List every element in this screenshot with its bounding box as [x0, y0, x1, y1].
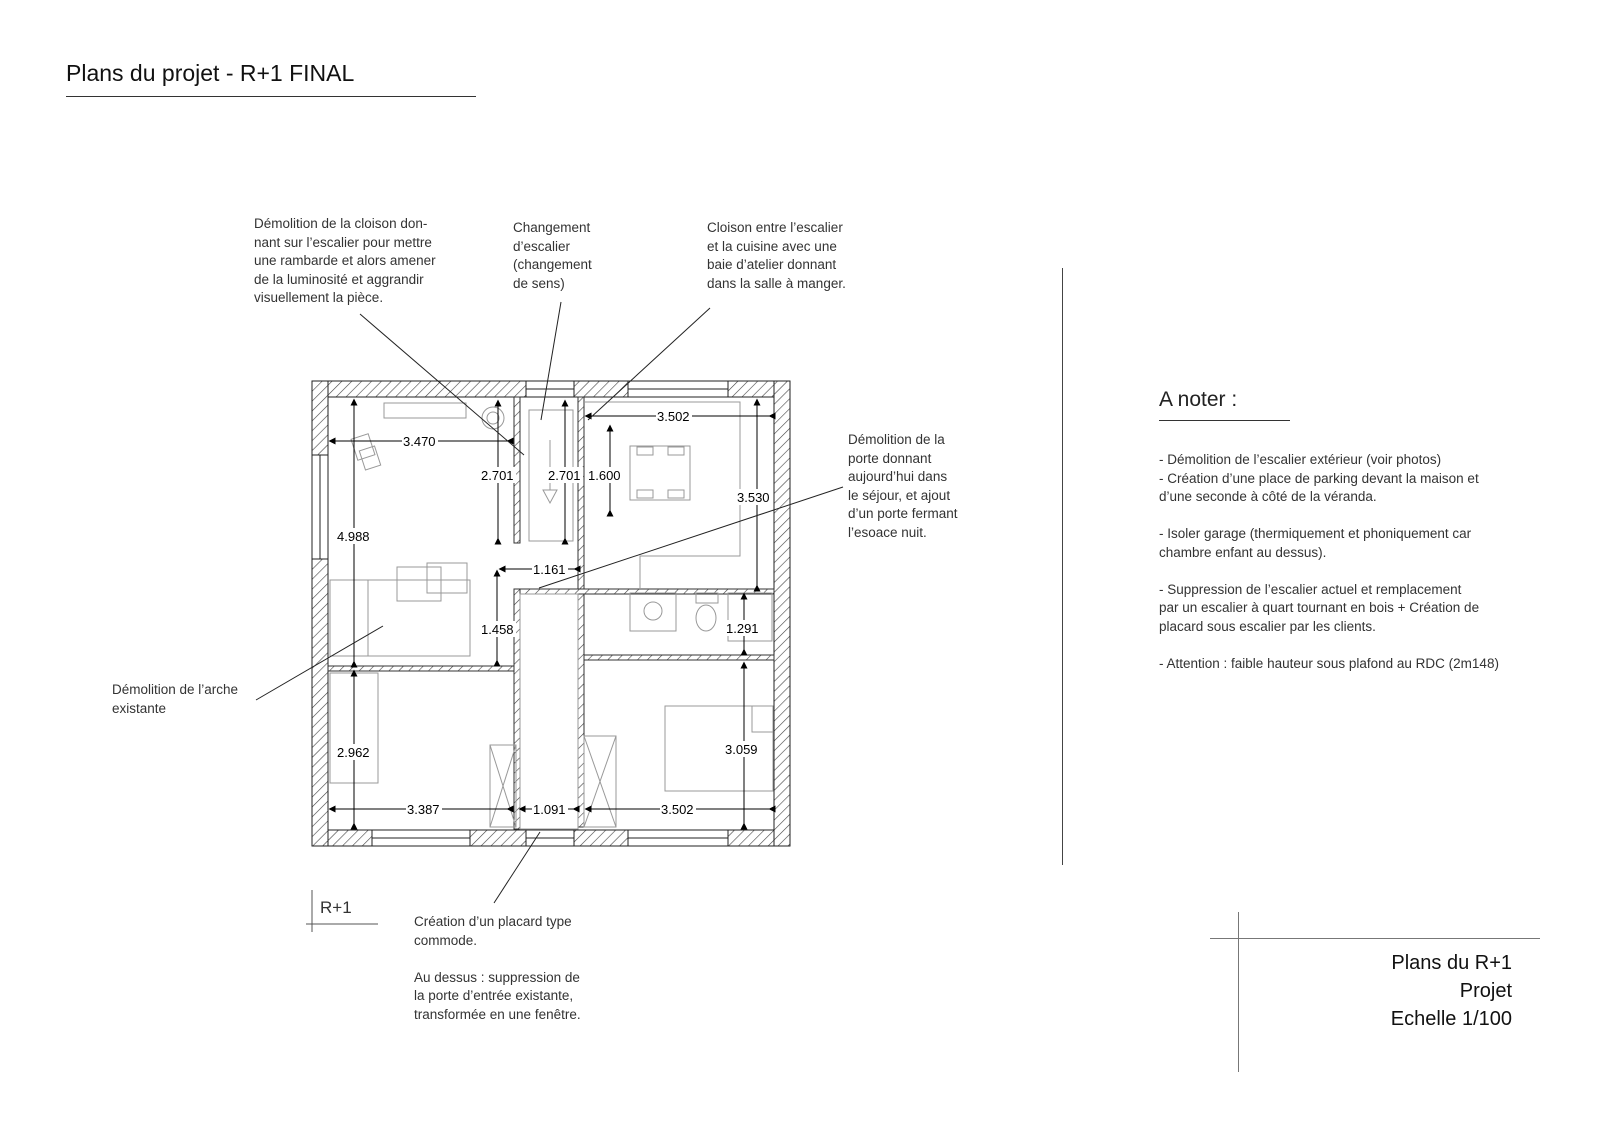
divider-vertical: [1062, 268, 1063, 865]
floor-label: R+1: [320, 898, 352, 917]
dim-3059: 3.059: [725, 742, 758, 757]
annotation-cuisine: Cloison entre l’escalier et la cuisine avec une baie d’atelier donnant dans la salle à manger.: [707, 220, 846, 291]
page-title: Plans du projet - R+1 FINAL: [66, 60, 355, 86]
dim-2701-b: 2.701: [548, 468, 581, 483]
dim-3387: 3.387: [407, 802, 440, 817]
annotation-cloison: Démolition de la cloison don- nant sur l’escalier pour mettre une rambarde et alors amener de la luminosité et aggrandir visuellement la pièce.: [254, 216, 436, 305]
dim-1291: 1.291: [726, 621, 759, 636]
notes-underline: [1159, 420, 1290, 421]
dim-1600: 1.600: [588, 468, 621, 483]
dim-3530: 3.530: [737, 490, 770, 505]
dim-3502-bottom: 3.502: [661, 802, 694, 817]
dim-4988: 4.988: [337, 529, 370, 544]
notes-body: - Démolition de l’escalier extérieur (voir photos) - Création d’une place de parking devant la maison et d’une seconde à côté de la véranda. - Isoler garage (thermiquement et phoniquement car chambre enfant au dessus). - Suppression de l’escalier actuel et remplacement par un escalier à quart tournant en bois + Création de placard sous escalier par les clients. - Attention : faible hauteur sous plafond au RDC (2m148): [1159, 452, 1499, 671]
dimension-labels: [336, 408, 772, 817]
dim-3502-top: 3.502: [657, 409, 690, 424]
dim-2962: 2.962: [337, 745, 370, 760]
furniture: [330, 402, 773, 829]
annotation-escalier: Changement d’escalier (changement de sens): [513, 220, 592, 291]
dim-3470: 3.470: [403, 434, 436, 449]
stamp-rule-vertical: [1238, 912, 1239, 1072]
stamp-rule-horizontal: [1210, 938, 1540, 939]
dim-2701-a: 2.701: [481, 468, 514, 483]
dim-1091: 1.091: [533, 802, 566, 817]
dim-1161: 1.161: [533, 562, 566, 577]
interior-walls: [328, 397, 774, 829]
annotation-porte: Démolition de la porte donnant aujourd’hui dans le séjour, et ajout d’un porte fermant l’esoace nuit.: [848, 432, 958, 540]
annotation-placard: Création d’un placard type commode. Au dessus : suppression de la porte d’entrée existante, transformée en une fenêtre.: [414, 914, 581, 1022]
notes-title: A noter :: [1159, 388, 1238, 411]
dim-1458: 1.458: [481, 622, 514, 637]
stamp-project: Projet: [1459, 980, 1512, 1002]
annotation-arche: Démolition de l’arche existante: [112, 682, 239, 716]
stamp-scale: Echelle 1/100: [1390, 1008, 1512, 1030]
dimension-lines: [332, 402, 772, 826]
exterior-walls: [312, 381, 790, 846]
stamp-title: Plans du R+1: [1391, 952, 1512, 974]
